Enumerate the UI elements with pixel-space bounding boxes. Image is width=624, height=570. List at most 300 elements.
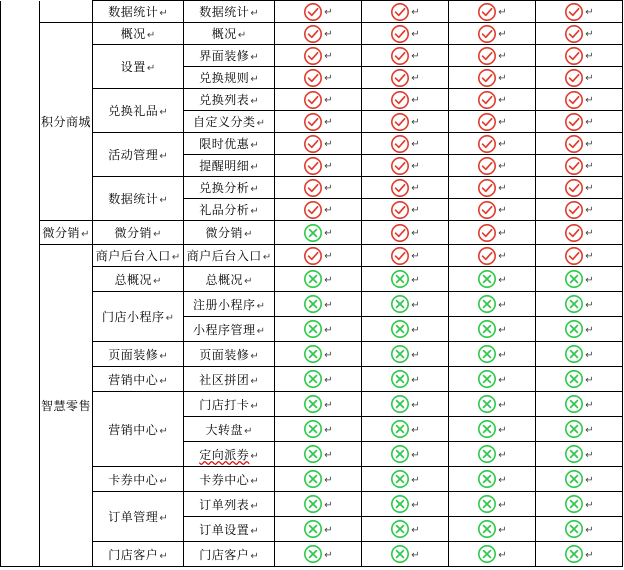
paragraph-mark-icon: ↵ (498, 274, 507, 286)
paragraph-mark-icon: ↵ (411, 449, 420, 461)
plan-availability-cell (275, 199, 362, 221)
check-circle-icon (477, 112, 497, 132)
paragraph-mark-icon: ↵ (250, 96, 259, 107)
paragraph-mark-icon: ↵ (244, 425, 253, 437)
cross-circle-icon (477, 544, 497, 564)
category-cell (93, 221, 184, 245)
paragraph-mark-icon: ↵ (81, 229, 90, 240)
cross-circle-icon (303, 544, 323, 564)
cross-circle-icon (477, 394, 497, 414)
paragraph-mark-icon: ↵ (411, 205, 420, 216)
paragraph-mark-icon: ↵ (324, 299, 333, 311)
feature-label: 社区拼团 (199, 372, 250, 387)
check-circle-icon (477, 200, 497, 220)
module-name: 积分商城 (40, 115, 91, 129)
paragraph-mark-icon: ↵ (250, 74, 259, 85)
feature-cell (184, 292, 275, 317)
plan-availability-cell (362, 467, 449, 492)
paragraph-mark-icon: ↵ (324, 549, 333, 561)
paragraph-mark-icon: ↵ (411, 117, 420, 128)
feature-cell (184, 392, 275, 417)
cross-circle-icon (564, 494, 584, 514)
table-row (1, 467, 623, 492)
cross-circle-icon (477, 494, 497, 514)
feature-label: 总概况 (205, 272, 244, 287)
paragraph-mark-icon: ↵ (324, 183, 333, 194)
category-cell (93, 133, 184, 177)
paragraph-mark-icon: ↵ (171, 252, 181, 263)
cross-circle-icon (564, 519, 584, 539)
paragraph-mark-icon: ↵ (498, 73, 507, 84)
plan-availability-cell (362, 133, 449, 155)
paragraph-mark-icon: ↵ (498, 161, 507, 172)
paragraph-mark-icon: ↵ (250, 140, 259, 151)
cross-circle-icon (564, 344, 584, 364)
plan-availability-cell (536, 542, 623, 567)
plan-availability-cell (536, 111, 623, 133)
table-row (1, 23, 623, 45)
plan-availability-cell (449, 89, 536, 111)
paragraph-mark-icon: ↵ (498, 7, 507, 18)
category-label: 营销中心 (108, 372, 159, 387)
cross-circle-icon (303, 519, 323, 539)
paragraph-mark-icon: ↵ (498, 299, 507, 311)
feature-label: 自定义分类 (193, 115, 256, 129)
feature-cell (184, 111, 275, 133)
paragraph-mark-icon: ↵ (498, 499, 507, 511)
check-circle-icon (564, 246, 584, 266)
plan-availability-cell (362, 492, 449, 517)
category-cell (93, 245, 184, 267)
plan-availability-cell (449, 155, 536, 177)
paragraph-mark-icon: ↵ (411, 139, 420, 150)
feature-label: 兑换规则 (199, 71, 250, 85)
feature-cell (184, 492, 275, 517)
paragraph-mark-icon: ↵ (585, 449, 594, 461)
plan-availability-cell (449, 292, 536, 317)
plan-availability-cell (362, 89, 449, 111)
check-circle-icon (390, 24, 410, 44)
paragraph-mark-icon: ↵ (411, 228, 420, 239)
paragraph-mark-icon: ↵ (159, 550, 168, 562)
feature-cell (184, 417, 275, 442)
category-cell (93, 89, 184, 133)
paragraph-mark-icon: ↵ (250, 162, 259, 173)
feature-cell (184, 155, 275, 177)
paragraph-mark-icon: ↵ (324, 274, 333, 286)
paragraph-mark-icon: ↵ (411, 29, 420, 40)
check-circle-icon (564, 2, 584, 22)
feature-label: 卡券中心 (199, 472, 250, 487)
feature-cell (184, 221, 275, 245)
table-row (1, 267, 623, 292)
cross-circle-icon (390, 344, 410, 364)
plan-availability-cell (449, 542, 536, 567)
paragraph-mark-icon: ↵ (498, 399, 507, 411)
cross-circle-icon (477, 294, 497, 314)
paragraph-mark-icon: ↵ (498, 449, 507, 461)
paragraph-mark-icon: ↵ (498, 228, 507, 239)
paragraph-mark-icon: ↵ (411, 51, 420, 62)
cross-circle-icon (303, 294, 323, 314)
paragraph-mark-icon: ↵ (411, 161, 420, 172)
plan-availability-cell (536, 317, 623, 342)
plan-availability-cell (449, 517, 536, 542)
feature-label: 定向派券 (199, 447, 250, 462)
plan-availability-cell (362, 23, 449, 45)
paragraph-mark-icon: ↵ (498, 549, 507, 561)
module-name-cell (40, 245, 93, 567)
paragraph-mark-icon: ↵ (411, 374, 420, 386)
table-row (1, 1, 623, 23)
paragraph-mark-icon: ↵ (498, 424, 507, 436)
feature-label: 兑换列表 (199, 93, 250, 107)
paragraph-mark-icon: ↵ (324, 449, 333, 461)
paragraph-mark-icon: ↵ (411, 7, 420, 18)
paragraph-mark-icon: ↵ (159, 513, 168, 524)
category-label: 营销中心 (108, 422, 159, 437)
paragraph-mark-icon: ↵ (324, 73, 333, 84)
plan-availability-cell (275, 417, 362, 442)
plan-availability-cell (275, 517, 362, 542)
plan-availability-cell (536, 245, 623, 267)
check-circle-icon (390, 112, 410, 132)
plan-availability-cell (362, 367, 449, 392)
paragraph-mark-icon: ↵ (159, 195, 168, 206)
paragraph-mark-icon: ↵ (324, 474, 333, 486)
paragraph-mark-icon: ↵ (585, 424, 594, 436)
paragraph-mark-icon: ↵ (498, 324, 507, 336)
paragraph-mark-icon: ↵ (244, 229, 253, 240)
category-cell (93, 542, 184, 567)
paragraph-mark-icon: ↵ (585, 161, 594, 172)
category-label: 设置 (120, 60, 146, 74)
paragraph-mark-icon: ↵ (324, 51, 333, 62)
paragraph-mark-icon: ↵ (324, 524, 333, 536)
plan-availability-cell (275, 111, 362, 133)
cross-circle-icon (477, 519, 497, 539)
check-circle-icon (303, 178, 323, 198)
check-circle-icon (477, 178, 497, 198)
check-circle-icon (477, 223, 497, 243)
plan-availability-cell (536, 392, 623, 417)
feature-cell (184, 317, 275, 342)
plan-availability-cell (275, 292, 362, 317)
check-circle-icon (564, 24, 584, 44)
paragraph-mark-icon: ↵ (256, 300, 265, 312)
check-circle-icon (390, 178, 410, 198)
feature-cell (184, 267, 275, 292)
check-circle-icon (303, 200, 323, 220)
plan-availability-cell (362, 245, 449, 267)
plan-availability-cell (275, 267, 362, 292)
paragraph-mark-icon: ↵ (324, 205, 333, 216)
check-circle-icon (564, 112, 584, 132)
cross-circle-icon (390, 269, 410, 289)
plan-availability-cell (275, 89, 362, 111)
paragraph-mark-icon: ↵ (585, 299, 594, 311)
paragraph-mark-icon: ↵ (498, 349, 507, 361)
paragraph-mark-icon: ↵ (324, 29, 333, 40)
paragraph-mark-icon: ↵ (585, 349, 594, 361)
paragraph-mark-icon: ↵ (585, 399, 594, 411)
paragraph-mark-icon: ↵ (498, 117, 507, 128)
module-name-cell (40, 23, 93, 221)
feature-cell (184, 367, 275, 392)
plan-availability-cell (362, 111, 449, 133)
category-cell (93, 292, 184, 342)
paragraph-mark-icon: ↵ (498, 95, 507, 106)
plan-availability-cell (536, 517, 623, 542)
paragraph-mark-icon: ↵ (250, 375, 259, 387)
plan-availability-cell (275, 317, 362, 342)
plan-availability-cell (362, 542, 449, 567)
check-circle-icon (390, 156, 410, 176)
table-row (1, 292, 623, 317)
feature-label: 订单设置 (199, 522, 250, 537)
category-cell (93, 267, 184, 292)
plan-availability-cell (275, 133, 362, 155)
plan-availability-cell (275, 23, 362, 45)
plan-availability-cell (362, 45, 449, 67)
plan-availability-cell (536, 367, 623, 392)
paragraph-mark-icon: ↵ (411, 424, 420, 436)
cross-circle-icon (564, 394, 584, 414)
paragraph-mark-icon: ↵ (250, 52, 259, 63)
plan-availability-cell (275, 492, 362, 517)
check-circle-icon (477, 24, 497, 44)
check-circle-icon (303, 24, 323, 44)
cross-circle-icon (303, 469, 323, 489)
plan-availability-cell (536, 67, 623, 89)
cross-circle-icon (564, 469, 584, 489)
paragraph-mark-icon: ↵ (585, 324, 594, 336)
plan-availability-cell (449, 111, 536, 133)
paragraph-mark-icon: ↵ (585, 251, 594, 262)
feature-cell (184, 342, 275, 367)
category-label: 微分销 (114, 226, 153, 240)
cross-circle-icon (564, 294, 584, 314)
plan-availability-cell (449, 342, 536, 367)
table-row (1, 133, 623, 155)
paragraph-mark-icon: ↵ (498, 205, 507, 216)
table-row (1, 221, 623, 245)
paragraph-mark-icon: ↵ (237, 30, 247, 41)
plan-availability-cell (275, 467, 362, 492)
category-label: 概况 (120, 27, 146, 41)
plan-availability-cell (536, 45, 623, 67)
check-circle-icon (477, 2, 497, 22)
plan-availability-cell (362, 221, 449, 245)
cross-circle-icon (390, 469, 410, 489)
plan-availability-cell (275, 392, 362, 417)
plan-availability-cell (449, 492, 536, 517)
check-circle-icon (303, 156, 323, 176)
paragraph-mark-icon: ↵ (146, 63, 156, 74)
feature-label: 注册小程序 (193, 297, 256, 312)
check-circle-icon (390, 246, 410, 266)
check-circle-icon (564, 178, 584, 198)
paragraph-mark-icon: ↵ (250, 550, 259, 562)
check-circle-icon (564, 68, 584, 88)
plan-availability-cell (449, 45, 536, 67)
feature-label: 兑换分析 (199, 181, 250, 195)
feature-cell (184, 23, 275, 45)
paragraph-mark-icon: ↵ (159, 475, 168, 487)
cross-circle-icon (390, 394, 410, 414)
cross-circle-icon (303, 369, 323, 389)
paragraph-mark-icon: ↵ (250, 525, 259, 537)
paragraph-mark-icon: ↵ (585, 228, 594, 239)
paragraph-mark-icon: ↵ (498, 524, 507, 536)
paragraph-mark-icon: ↵ (411, 349, 420, 361)
check-circle-icon (564, 134, 584, 154)
plan-availability-cell (362, 155, 449, 177)
feature-cell (184, 245, 275, 267)
module-name-cell (40, 221, 93, 245)
paragraph-mark-icon: ↵ (324, 161, 333, 172)
plan-availability-cell (536, 442, 623, 467)
plan-availability-cell (275, 155, 362, 177)
paragraph-mark-icon: ↵ (585, 7, 594, 18)
feature-cell (184, 67, 275, 89)
paragraph-mark-icon: ↵ (585, 95, 594, 106)
paragraph-mark-icon: ↵ (250, 450, 259, 462)
paragraph-mark-icon: ↵ (324, 374, 333, 386)
cross-circle-icon (303, 269, 323, 289)
paragraph-mark-icon: ↵ (250, 206, 259, 217)
cross-circle-icon (303, 394, 323, 414)
cross-circle-icon (477, 344, 497, 364)
paragraph-mark-icon: ↵ (324, 228, 333, 239)
cross-circle-icon (477, 444, 497, 464)
plan-availability-cell (449, 177, 536, 199)
plan-availability-cell (449, 417, 536, 442)
check-circle-icon (477, 46, 497, 66)
paragraph-mark-icon: ↵ (585, 29, 594, 40)
cross-circle-icon (303, 419, 323, 439)
paragraph-mark-icon: ↵ (250, 184, 259, 195)
category-cell (93, 367, 184, 392)
plan-availability-cell (362, 442, 449, 467)
check-circle-icon (303, 112, 323, 132)
category-cell (93, 177, 184, 221)
paragraph-mark-icon: ↵ (411, 251, 420, 262)
check-circle-icon (390, 223, 410, 243)
cross-circle-icon (564, 269, 584, 289)
paragraph-mark-icon: ↵ (585, 524, 594, 536)
check-circle-icon (303, 46, 323, 66)
paragraph-mark-icon: ↵ (250, 500, 259, 512)
paragraph-mark-icon: ↵ (153, 275, 162, 287)
paragraph-mark-icon: ↵ (159, 350, 168, 362)
plan-availability-cell (362, 317, 449, 342)
category-label: 活动管理 (108, 148, 159, 162)
plan-availability-cell (449, 442, 536, 467)
cross-circle-icon (303, 444, 323, 464)
category-label: 兑换礼品 (108, 104, 159, 118)
feature-label: 商户后台入口 (186, 249, 262, 263)
paragraph-mark-icon: ↵ (585, 183, 594, 194)
check-circle-icon (390, 46, 410, 66)
paragraph-mark-icon: ↵ (165, 313, 174, 324)
plan-availability-cell (275, 442, 362, 467)
check-circle-icon (477, 90, 497, 110)
paragraph-mark-icon: ↵ (585, 139, 594, 150)
plan-availability-cell (536, 199, 623, 221)
feature-label: 大转盘 (205, 422, 244, 437)
cross-circle-icon (390, 319, 410, 339)
table-row (1, 177, 623, 199)
paragraph-mark-icon: ↵ (411, 183, 420, 194)
check-circle-icon (303, 246, 323, 266)
plan-availability-cell (275, 1, 362, 23)
plan-availability-cell (275, 342, 362, 367)
plan-availability-cell (449, 317, 536, 342)
paragraph-mark-icon: ↵ (324, 349, 333, 361)
paragraph-mark-icon: ↵ (324, 499, 333, 511)
plan-availability-cell (536, 155, 623, 177)
feature-label: 订单列表 (199, 497, 250, 512)
category-cell (93, 45, 184, 89)
check-circle-icon (564, 200, 584, 220)
cross-circle-icon (390, 294, 410, 314)
paragraph-mark-icon: ↵ (159, 425, 168, 437)
plan-availability-cell (362, 199, 449, 221)
check-circle-icon (390, 2, 410, 22)
paragraph-mark-icon: ↵ (159, 8, 168, 19)
cross-circle-icon (564, 419, 584, 439)
check-circle-icon (390, 200, 410, 220)
paragraph-mark-icon: ↵ (411, 299, 420, 311)
paragraph-mark-icon: ↵ (411, 524, 420, 536)
paragraph-mark-icon: ↵ (498, 29, 507, 40)
paragraph-mark-icon: ↵ (250, 400, 259, 412)
category-cell (93, 1, 184, 23)
feature-label: 数据统计 (199, 5, 250, 19)
paragraph-mark-icon: ↵ (153, 229, 162, 240)
cross-circle-icon (390, 519, 410, 539)
paragraph-mark-icon: ↵ (498, 51, 507, 62)
paragraph-mark-icon: ↵ (324, 399, 333, 411)
paragraph-mark-icon: ↵ (411, 324, 420, 336)
plan-availability-cell (449, 267, 536, 292)
check-circle-icon (564, 90, 584, 110)
cross-circle-icon (303, 494, 323, 514)
plan-availability-cell (536, 23, 623, 45)
cross-circle-icon (477, 419, 497, 439)
plan-availability-cell (449, 23, 536, 45)
paragraph-mark-icon: ↵ (146, 30, 156, 41)
plan-availability-cell (536, 89, 623, 111)
plan-availability-cell (275, 45, 362, 67)
check-circle-icon (303, 90, 323, 110)
check-circle-icon (564, 46, 584, 66)
feature-cell (184, 133, 275, 155)
cross-circle-icon (477, 319, 497, 339)
feature-cell (184, 517, 275, 542)
module-name-cell (40, 1, 93, 23)
plan-availability-cell (449, 199, 536, 221)
paragraph-mark-icon: ↵ (585, 117, 594, 128)
check-circle-icon (477, 68, 497, 88)
category-label: 数据统计 (108, 5, 159, 19)
cross-circle-icon (477, 269, 497, 289)
paragraph-mark-icon: ↵ (498, 474, 507, 486)
feature-label: 小程序管理 (193, 322, 256, 337)
plan-availability-cell (362, 292, 449, 317)
category-label: 商户后台入口 (95, 249, 171, 263)
